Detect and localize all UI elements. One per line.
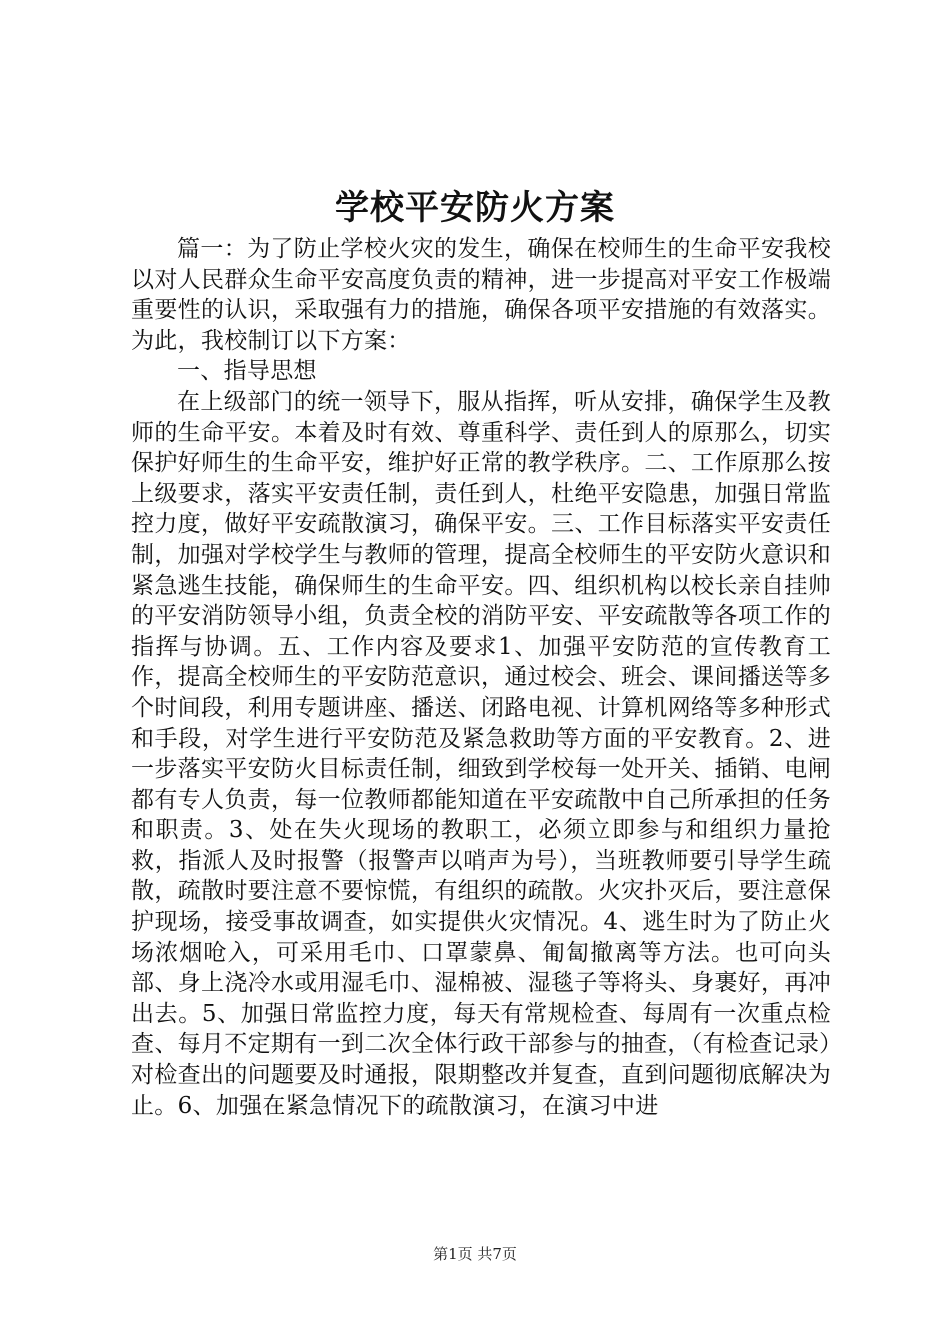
- document-title: 学校平安防火方案: [335, 188, 615, 228]
- section-heading: 一、指导思想: [177, 358, 317, 385]
- intro-paragraph: 篇一：为了防止学校火灾的发生，确保在校师生的生命平安我校以对人民群众生命平安高度负责的精神，进一步提高对平安工作极端重要性的认识，采取强有力的措施，确保各项平安措施的有效落实。为此，我校制订以下方案：: [131, 236, 831, 354]
- document-body: [131, 234, 831, 1121]
- page-number-footer: 第1页 共7页: [433, 1245, 517, 1263]
- section-body-paragraph: 在上级部门的统一领导下，服从指挥，听从安排，确保学生及教师的生命平安。本着及时有效、尊重科学、责任到人的原那么，切实保护好师生的生命平安，维护好正常的教学秩序。二、工作原那么按上级要求，落实平安责任制，责任到人，杜绝平安隐患，加强日常监控力度，做好平安疏散演习，确保平安。三、工作目标落实平安责任制，加强对学校学生与教师的管理，提高全校师生的平安防火意识和紧急逃生技能，确保师生的生命平安。四、组织机构以校长亲自挂帅的平安消防领导小组，负责全校的消防平安、平安疏散等各项工作的指挥与协调。五、工作内容及要求1、加强平安防范的宣传教育工作，提高全校师生的平安防范意识，通过校会、班会、课间播送等多个时间段，利用专题讲座、播送、闭路电视、计算机网络等多种形式和手段，对学生进行平安防范及紧急救助等方面的平安教育。2、进一步落实平安防火目标责任制，细致到学校每一处开关、插销、电闸都有专人负责，每一位教师都能知道在平安疏散中自己所承担的任务和职责。3、处在失火现场的教职工，必须立即参与和组织力量抢救，指派人及时报警（报警声以哨声为号），当班教师要引导学生疏散，疏散时要注意不要惊慌，有组织的疏散。火灾扑灭后，要注意保护现场，接受事故调查，如实提供火灾情况。4、逃生时为了防止火场浓烟呛入，可采用毛巾、口罩蒙鼻、匍匐撤离等方法。也可向头部、身上浇冷水或用湿毛巾、湿棉被、湿毯子等将头、身裹好，再冲出去。5、加强日常监控力度，每天有常规检查、每周有一次重点检查、每月不定期有一到二次全体行政干部参与的抽查，（有检查记录）对检查出的问题要及时通报，限期整改并复查，直到问题彻底解决为止。6、加强在紧急情况下的疏散演习，在演习中进: [131, 388, 831, 1119]
